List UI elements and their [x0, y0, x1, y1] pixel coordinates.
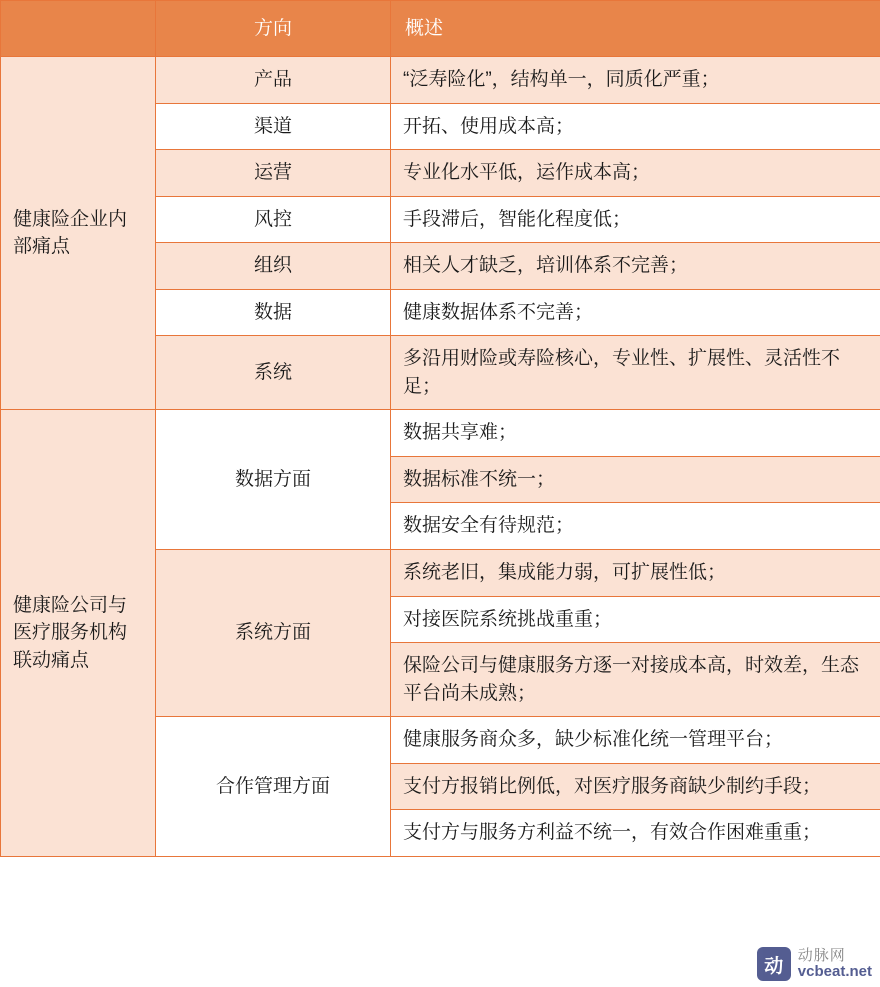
- overview-cell: 数据安全有待规范；: [391, 503, 880, 550]
- overview-cell: 数据共享难；: [391, 410, 880, 457]
- header-row: [1, 1, 880, 57]
- direction-cell: 组织: [156, 243, 391, 290]
- overview-cell: 数据标准不统一；: [391, 456, 880, 503]
- header-cell-overview: 概述: [391, 1, 880, 57]
- watermark-logo-icon: 动: [757, 947, 791, 981]
- overview-cell: 支付方报销比例低，对医疗服务商缺少制约手段；: [391, 763, 880, 810]
- direction-cell: 系统: [156, 336, 391, 410]
- direction-cell-system: 系统方面: [156, 550, 391, 717]
- overview-cell: 手段滞后，智能化程度低；: [391, 196, 880, 243]
- watermark-cn-label: 动脉网: [797, 946, 846, 964]
- overview-cell: 相关人才缺乏，培训体系不完善；: [391, 243, 880, 290]
- overview-cell: 健康服务商众多，缺少标准化统一管理平台；: [391, 717, 880, 764]
- overview-cell: 专业化水平低，运作成本高；: [391, 150, 880, 197]
- overview-cell: 多沿用财险或寿险核心，专业性、扩展性、灵活性不足；: [391, 336, 880, 410]
- direction-cell-data: 数据方面: [156, 410, 391, 550]
- direction-cell: 运营: [156, 150, 391, 197]
- overview-cell: 保险公司与健康服务方逐一对接成本高，时效差，生态平台尚未成熟；: [391, 643, 880, 717]
- watermark: [757, 947, 872, 981]
- direction-cell-cooperation: 合作管理方面: [156, 717, 391, 857]
- category-cell-linkage: 健康险公司与医疗服务机构联动痛点: [1, 410, 156, 856]
- direction-cell: 风控: [156, 196, 391, 243]
- direction-cell: 渠道: [156, 103, 391, 150]
- overview-cell: 健康数据体系不完善；: [391, 289, 880, 336]
- direction-cell: 数据: [156, 289, 391, 336]
- header-cell-direction: 方向: [156, 1, 391, 57]
- overview-cell: “泛寿险化”，结构单一，同质化严重；: [391, 57, 880, 104]
- direction-cell: 产品: [156, 57, 391, 104]
- overview-cell: 对接医院系统挑战重重；: [391, 596, 880, 643]
- table-header: [1, 1, 880, 57]
- table-body: [1, 57, 880, 857]
- overview-cell: 系统老旧，集成能力弱，可扩展性低；: [391, 550, 880, 597]
- table-row: [1, 410, 880, 457]
- table-row: [1, 57, 880, 104]
- watermark-en-label: vcbeat.net: [797, 963, 872, 980]
- overview-cell: 支付方与服务方利益不统一，有效合作困难重重；: [391, 810, 880, 857]
- overview-cell: 开拓、使用成本高；: [391, 103, 880, 150]
- header-cell-blank: [1, 1, 156, 57]
- category-cell-internal: 健康险企业内部痛点: [1, 57, 156, 410]
- watermark-text: [798, 948, 872, 981]
